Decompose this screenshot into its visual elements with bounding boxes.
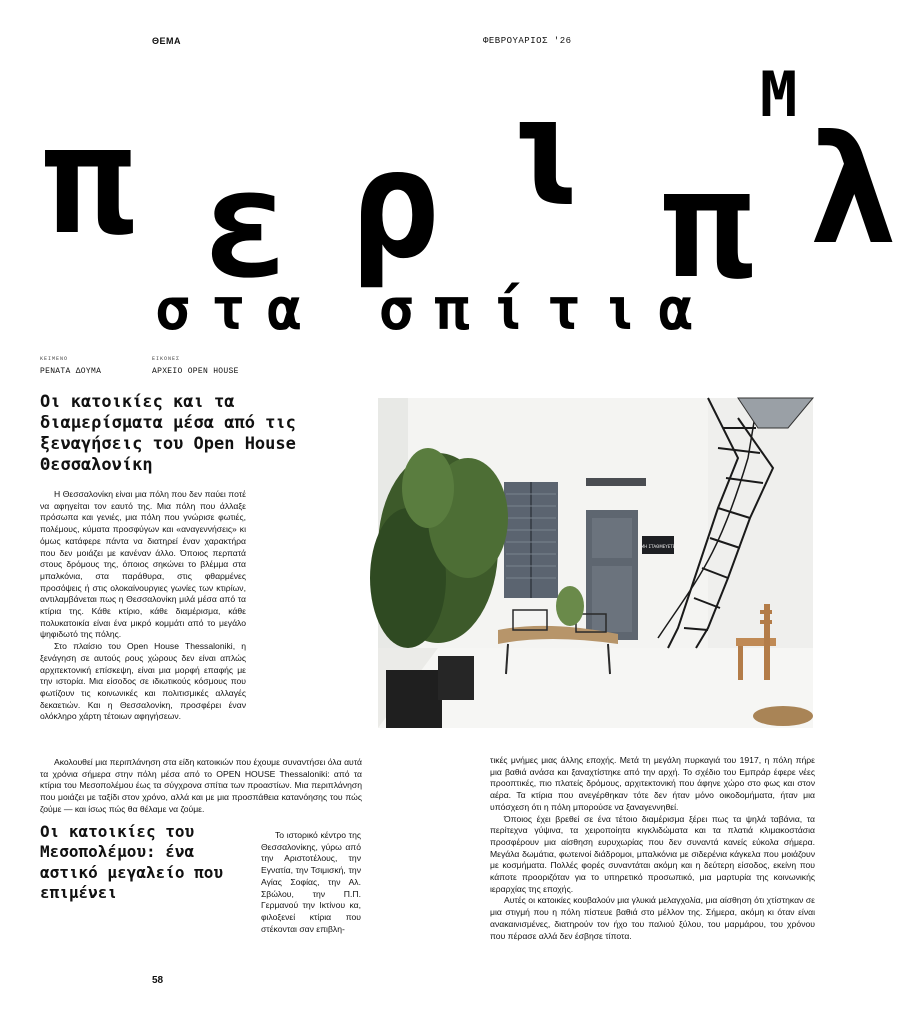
section-subtitle: Οι κατοικίες του Μεσοπολέμου: ένα αστικό μεγαλείο που επιμένει	[40, 822, 224, 903]
page-number: 58	[152, 975, 164, 986]
headline-letter: π	[663, 138, 754, 312]
headline-letter: π	[44, 94, 135, 268]
body-column-1	[40, 489, 246, 723]
paragraph: Στο πλαίσιο του Open House Thessaloniki, η ξενάγηση σε αυτούς ρους χώρους δεν είναι απλώς αρχιτεκτονική επίσκεψη, είναι μια μορφή επαφής με την ιστορία. Μια είσοδος σε ιδιωτικούς κόσμους που φωτίζουν τις κοινωνικές και πολιτισμικές αλλαγές δεκαετιών. Και η Θεσσαλονίκη, προσφέρει έναν ολόκληρο χάρτη τέτοιων αφηγήσεων.	[40, 641, 246, 722]
credit-photo-source: ΑΡΧΕΙΟ OPEN HOUSE	[152, 367, 239, 376]
headline-letter: ι	[500, 66, 591, 240]
paragraph: Ακολουθεί μια περιπλάνηση στα είδη κατοικιών που έχουμε συναντήσει όλα αυτά τα χρόνια σήμερα στην πόλη μέσα από το OPEN HOUSE Thessaloniki: από τα κτίρια του Μεσοπολέμου έως τα σύγχρονα σπίτια των προαστίων. Μια περιπλάνηση που μοιάζει με ταξίδι στον χρόνο, αλλά και με μια προσπάθεια κατανόησης του πώς ζούμε — και ίσως πώς θα θέλαμε να ζούμε.	[40, 757, 362, 814]
paragraph: Όποιος έχει βρεθεί σε ένα τέτοιο διαμέρισμα ξέρει πως τα ψηλά ταβάνια, τα περίτεχνα γύψινα, τα χειροποίητα κιγκλιδώματα και τα πλατιά κλιμακοστάσια προσφέρουν μια αίσθηση ευρυχωρίας που δεν συναντά κανείς εύκολα σήμερα. Μεγάλα δωμάτια, φωτεινοί διάδρομοι, μπαλκόνια με σιδερένια κάγκελα που μοιάζουν με κοσμήματα. Πολλές φορές συναντάται ακόμη και η δεύτερη είσοδος, εκείνη που κάποτε προοριζόταν για το υπηρετικό προσωπικό, μια μαρτυρία της κοινωνικής ιεραρχίας της εποχής.	[490, 813, 815, 894]
paragraph: Το ιστορικό κέντρο της Θεσσαλονίκης, γύρω από την Αριστοτέλους, την Εγνατία, την Τσιμισκή, την Αγίας Σοφίας, την Αλ. Σβώλου, την Π.Π. Γερμανού την Ικτίνου κα, φιλοξενεί κτίρια που στέκονται σαν επιβλη-	[261, 830, 361, 934]
headline-letter: λ	[808, 104, 898, 278]
sign-text: ΜΗ ΣΤΑΘΜΕΥΕΤΕ	[640, 544, 676, 549]
section-label: ΘΕΜΑ	[152, 36, 181, 46]
headline-letter: ε	[201, 138, 292, 312]
headline-letter: Μ	[760, 58, 798, 131]
issue-date: ΦΕΒΡΟΥΑΡΙΟΣ '26	[483, 36, 572, 46]
credit-text-author: ΡΕΝΑΤΑ ΔΟΥΜΑ	[40, 367, 102, 376]
paragraph: Αυτές οι κατοικίες κουβαλούν μια γλυκιά μελαγχολία, μια αίσθηση ότι χτίστηκαν σε μια στιγμή που η πόλη πίστευε βαθιά στο μέλλον της. Σήμερα, ακόμη κι όταν είναι ανακαινισμένες, διατηρούν τον ήχο του παλιού ξύλου, του μαρμάρου, του χρόνου που πέρασε αλλά δεν έσβησε τίποτα.	[490, 895, 815, 941]
body-column-2	[261, 830, 361, 935]
courtyard-photo	[378, 398, 813, 728]
doormat	[753, 706, 813, 726]
article-title: Οι κατοικίες και τα διαμερίσματα μέσα από τις ξεναγήσεις του Open House Θεσσαλονίκη	[40, 392, 296, 476]
body-column-3	[490, 755, 815, 942]
headline-subline: στα σπίτια	[155, 275, 715, 343]
door	[586, 510, 638, 640]
paragraph: Η Θεσσαλονίκη είναι μια πόλη που δεν παύει ποτέ να αφηγείται τον εαυτό της. Μια πόλη που άλλαξε πρόσωπα και γενιές, μια πόλη που γνώρισε φωτιές, πολέμους, κύματα προσφύγων και «αναγεννήσεις» κι όμως κατάφερε πάντα να διατηρεί έναν χαρακτήρα που δεν μοιάζει με κανέναν άλλο. Όποιος περπατά στους δρόμους της, όποιος σηκώνει το βλέμμα στα μπαλκόνια, στα παράθυρα, στις φθαρμένες προσόψεις ή στις ολοκαίνουργιες γωνίες των κτιρίων, αντιλαμβάνεται πως η Θεσσαλονίκη μιλά μέσα από τα κτίρια της. Κάθε κτίριο, κάθε διαμέρισμα, κάθε πολυκατοικία είναι ένα μικρό κομμάτι από το μεγάλο ψηφιδωτό της πόλης.	[40, 489, 246, 640]
window-shutter	[504, 482, 558, 598]
headline-letter: ρ	[350, 118, 441, 292]
small-plant	[556, 586, 584, 626]
paragraph: τικές μνήμες μιας άλλης εποχής. Μετά τη μεγάλη πυρκαγιά του 1917, η πόλη πήρε μια βαθιά ανάσα και ξαναχτίστηκε από την αρχή. Το σχέδιο του Εμπράρ έφερε νέες προοπτικές, πιο πλατείς δρόμους, αρχιτεκτονική που άφηνε χώρο στο φως και στον αέρα. Τα κτίρια που ανεγέρθηκαν τότε δεν ήταν μόνο οικοδομήματα, ήταν μια υπόσχεση ότι η πόλη μπορούσε να ξαναγεννηθεί.	[490, 755, 815, 812]
body-column-1-wide	[40, 757, 362, 816]
credit-photo-label: ΕΙΚΟΝΕΣ	[152, 356, 181, 362]
credit-text-label: ΚΕΙΜΕΝΟ	[40, 356, 69, 362]
